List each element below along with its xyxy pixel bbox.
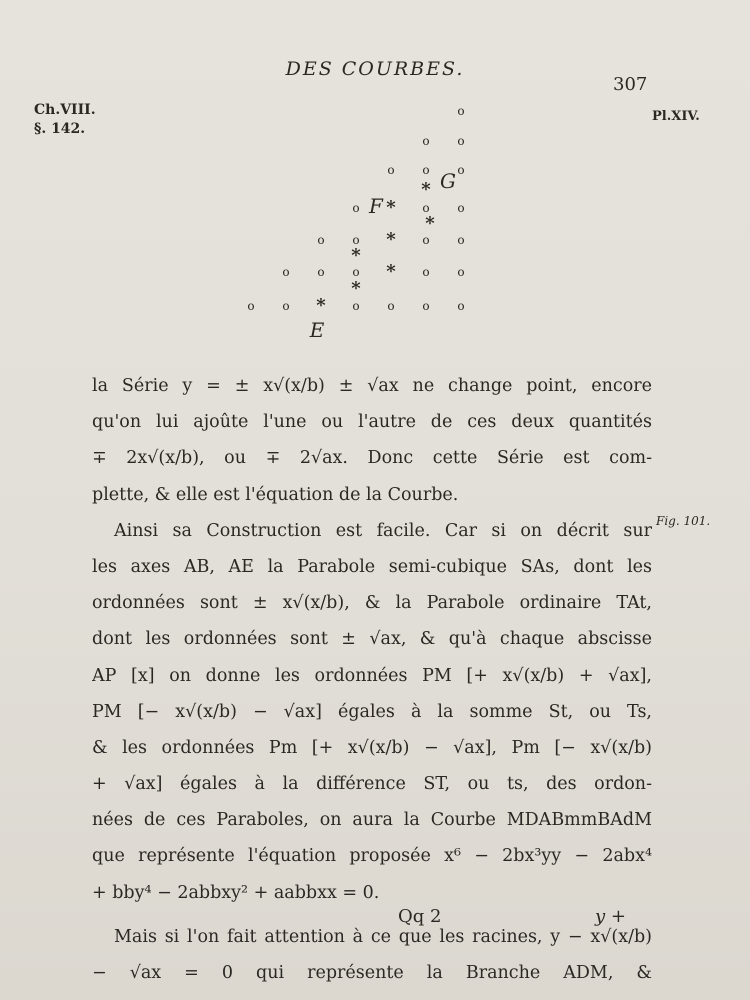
text-line: AP [x] on donne les ordonnées PM [+ x√(x/b) + √ax],: [92, 665, 652, 686]
ring-point: o: [422, 299, 430, 313]
star-point: *: [421, 179, 431, 200]
ring-point: o: [317, 233, 325, 247]
catchword: y +: [595, 906, 626, 927]
star-point: *: [386, 261, 396, 282]
text-line: plette, & elle est l'équation de la Courbe.: [92, 484, 459, 505]
point-label-f: F: [369, 194, 383, 218]
text-line: + √ax] égales à la différence ST, ou ts, des ordon-: [92, 774, 652, 795]
star-point: *: [425, 213, 435, 234]
ring-point: o: [317, 265, 325, 279]
text-line: qu'on lui ajoûte l'une ou l'autre de ces deux quantités: [92, 412, 652, 433]
text-line: Ainsi sa Construction est facile. Car si on décrit sur: [114, 520, 652, 541]
text-line: dont les ordonnées sont ± √ax, & qu'à chaque abscisse: [92, 629, 652, 650]
text-line: les axes AB, AE la Parabole semi-cubique SAs, dont les: [92, 556, 652, 577]
ring-point: o: [457, 163, 465, 177]
running-title: DES COURBES.: [285, 58, 465, 80]
text-line: nées de ces Paraboles, on aura la Courbe MDABmmBAdM: [92, 810, 652, 831]
point-label-e: E: [309, 318, 325, 342]
ring-point: o: [457, 299, 465, 313]
text-line: Mais si l'on fait attention à ce que les racines, y − x√(x/b): [114, 926, 652, 947]
ring-point: o: [457, 201, 465, 215]
point-label-g: G: [440, 169, 456, 193]
point-diagram: [0, 0, 750, 360]
figure-reference: Fig. 101.: [656, 514, 711, 528]
ring-point: o: [457, 134, 465, 148]
ring-point: o: [457, 265, 465, 279]
ring-point: o: [352, 265, 360, 279]
ring-point: o: [282, 299, 290, 313]
section-label: §. 142.: [34, 121, 86, 137]
ring-point: o: [457, 233, 465, 247]
star-point: *: [386, 229, 396, 250]
signature-mark: Qq 2: [398, 906, 442, 927]
text-line: PM [− x√(x/b) − √ax] égales à la somme St, ou Ts,: [92, 701, 652, 722]
star-point: *: [351, 245, 361, 266]
body-text: [92, 368, 652, 991]
chapter-label: Ch.VIII.: [34, 102, 96, 118]
ring-point: o: [457, 104, 465, 118]
ring-point: o: [422, 233, 430, 247]
ring-point: o: [282, 265, 290, 279]
ring-point: o: [422, 265, 430, 279]
text-line: + bby⁴ − 2abbxy² + aabbxx = 0.: [92, 882, 380, 903]
text-line: ordonnées sont ± x√(x/b), & la Parabole ordinaire TAt,: [92, 593, 652, 614]
ring-point: o: [387, 299, 395, 313]
star-point: *: [351, 278, 361, 299]
ring-point: o: [387, 163, 395, 177]
text-line: − √ax = 0 qui représente la Branche ADM, &: [92, 963, 652, 983]
ring-point: o: [352, 201, 360, 215]
ring-point: o: [352, 233, 360, 247]
text-line: que représente l'équation proposée x⁶ − 2bx³yy − 2abx⁴: [92, 846, 652, 867]
text-line: la Série y = ± x√(x/b) ± √ax ne change point, encore: [92, 376, 652, 396]
text-line: & les ordonnées Pm [+ x√(x/b) − √ax], Pm [− x√(x/b): [92, 737, 652, 758]
ring-point: o: [422, 163, 430, 177]
plate-reference: Pl.XIV.: [652, 109, 700, 124]
star-point: *: [386, 197, 396, 218]
ring-point: o: [422, 201, 430, 215]
ring-point: o: [352, 299, 360, 313]
text-line: ∓ 2x√(x/b), ou ∓ 2√ax. Donc cette Série est com-: [92, 448, 652, 469]
star-point: *: [316, 295, 326, 316]
page-number: 307: [613, 74, 648, 95]
ring-point: o: [422, 134, 430, 148]
ring-point: o: [247, 299, 255, 313]
